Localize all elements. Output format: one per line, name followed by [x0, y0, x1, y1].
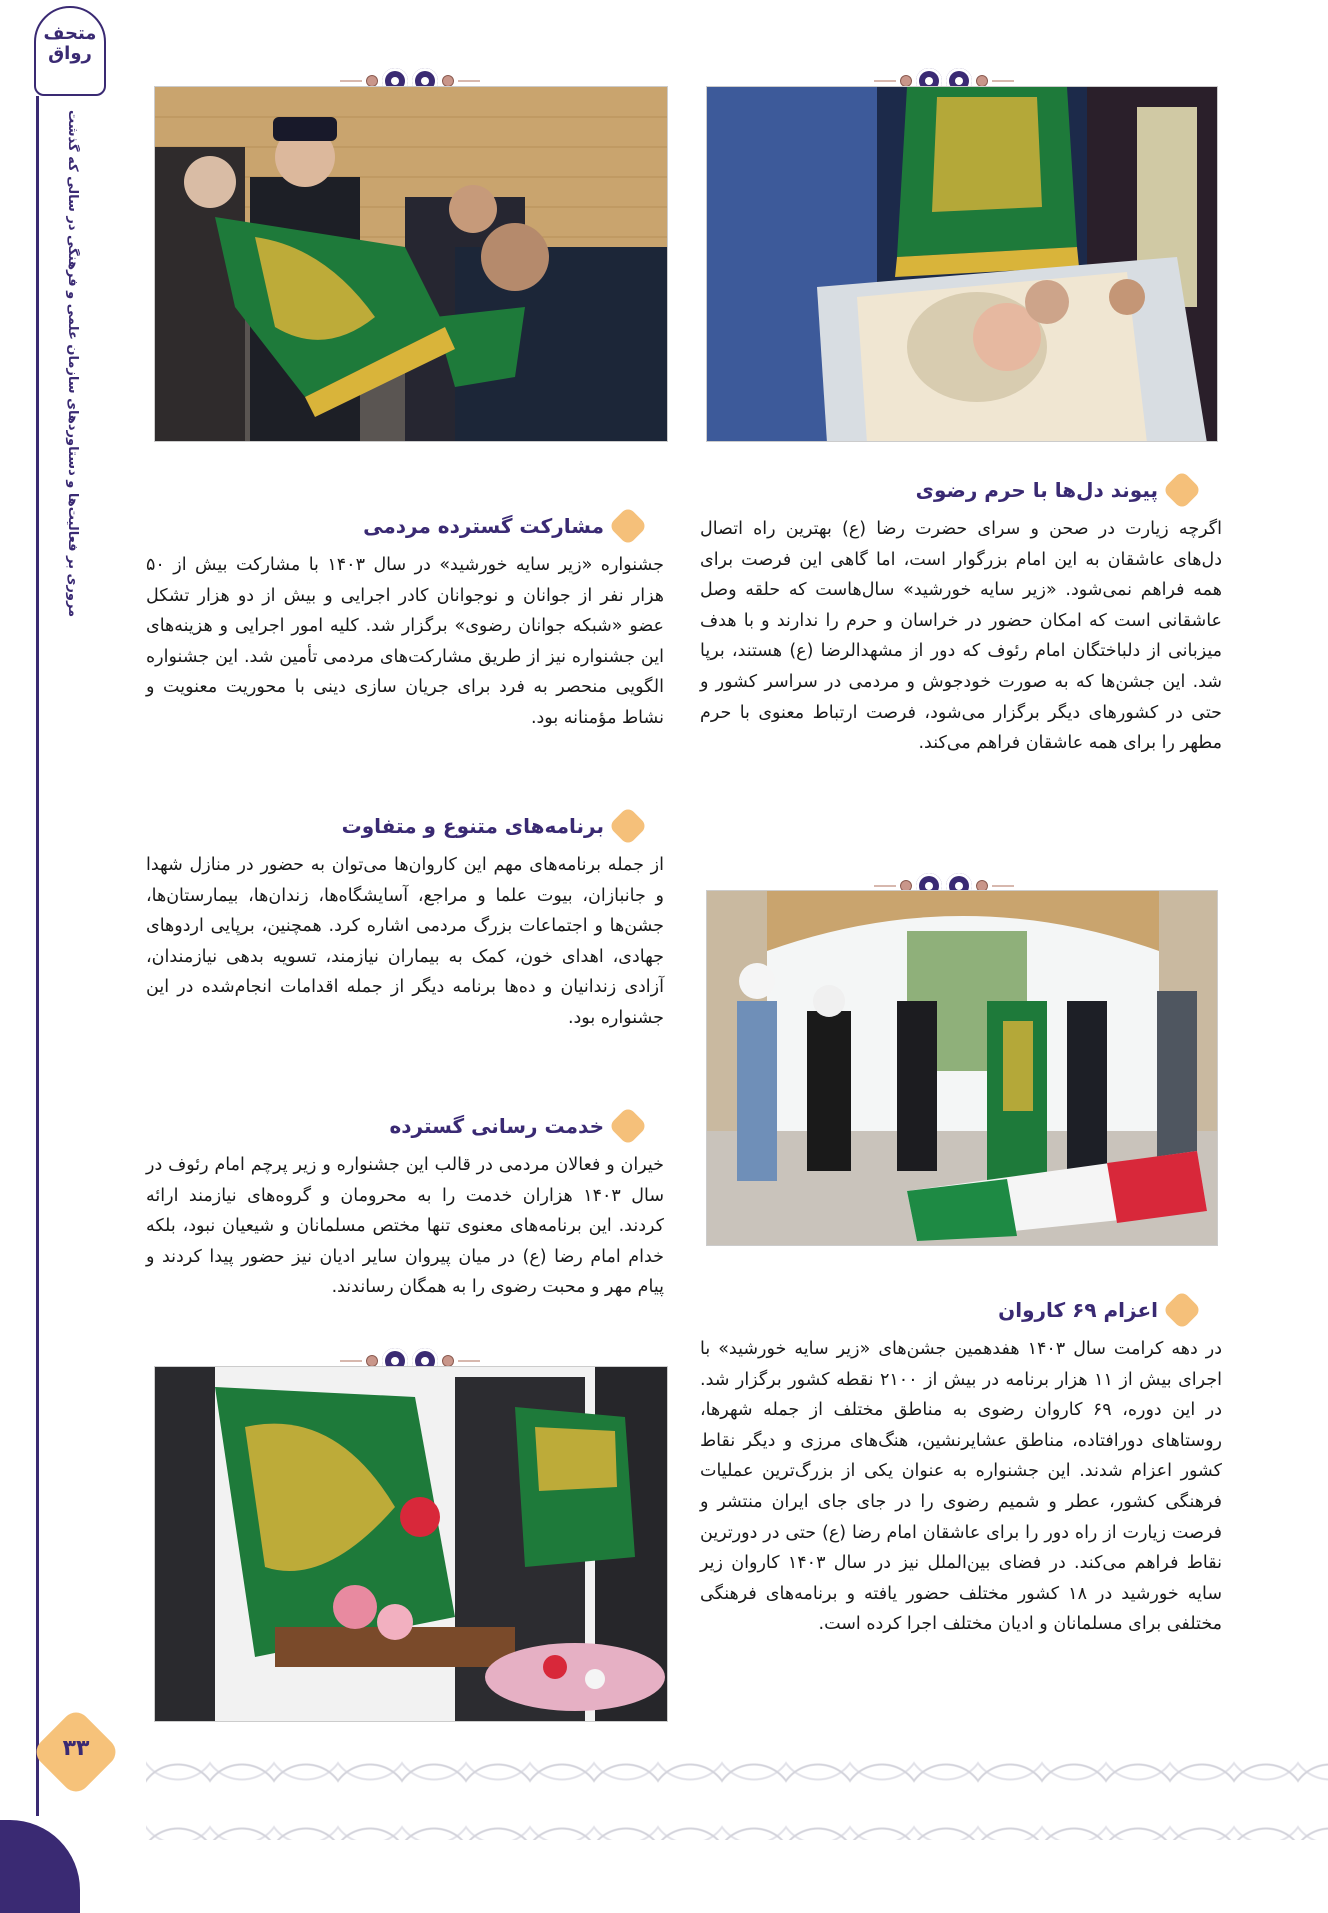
section-heading-barnameha [150, 806, 644, 846]
heading-text: مشارکت گسترده مردمی [363, 514, 604, 538]
running-caption: مروری بر فعالیت‌ها و دستاوردهای سازمان علمی و فرهنگی در سالی که گذشت [65, 110, 80, 618]
heading-text: خدمت رسانی گسترده [389, 1114, 604, 1138]
photo-flag-kiss [154, 86, 668, 442]
heading-bullet-icon [1162, 470, 1202, 510]
margin-band [0, 0, 96, 1913]
heading-text: اعزام ۶۹ کاروان [998, 1298, 1158, 1322]
heading-text: پیوند دل‌ها با حرم رضوی [915, 478, 1158, 502]
photo-flowers-flag [154, 1366, 668, 1722]
margin-rule [36, 96, 39, 1816]
section-body-mosharekat: جشنواره «زیر سایه خورشید» در سال ۱۴۰۳ با مشارکت بیش از ۵۰ هزار نفر از جوانان و نوجوانان کادر اجرایی و بیش از دو هزار تشکل عضو «شبکه جوانان رضوی» برگزار شد. کلیه امور اجرایی و هزینه‌های این جشنواره نیز از طریق مشارکت‌های مردمی تأمین شد. این جشنواره الگویی منحصر به فرد برای جریان سازی دینی با محوریت معنویت و نشاط مؤمنانه بود. [146, 555, 665, 728]
heading-bullet-icon [608, 1106, 648, 1146]
page-number: ۳۳ [62, 1736, 90, 1761]
magazine-logo [34, 6, 106, 96]
footer-pattern [146, 1740, 1328, 1840]
section-body-barnameha: از جمله برنامه‌های مهم این کاروان‌ها می‌توان به حضور در منازل شهدا و جانبازان، بیوت علما و مراجع، آسایشگاه‌ها، زندان‌ها، بیمارستان‌ها، جشن‌ها و اجتماعات بزرگ مردمی اشاره کرد. همچنین، برپایی اردوهای جهادی، اهدای خون، کمک به بیماران نیازمند، تسویه بدهی نیازمندان، آزادی زندانیان و ده‌ها برنامه دیگر از جمله اقدامات انجام‌شده در این جشنواره بود. [146, 855, 664, 1028]
photo-newborn-blessing [706, 86, 1218, 442]
section-body-peyvand: اگرچه زیارت در صحن و سرای حضرت رضا (ع) بهترین راه اتصال دل‌های عاشقان به این امام بزرگوار است، اما گاهی این فرصت برای همه فراهم نمی‌شود. «زیر سایه خورشید» سال‌هاست که حلقه وصل عاشقانی است که امکان حضور در خراسان و حرم را ندارند و با هدف میزبانی از دلباختگان امام رئوف که دور از مشهدالرضا (ع) هستند، برپا شد. این جشن‌ها که به صورت خودجوش و مردمی در سراسر کشور و حتی در کشورهای دیگر برگزار می‌شود، فرصت ارتباط معنوی با حرم مطهر را برای همه عاشقان فراهم می‌کند. [700, 519, 1222, 754]
section-body-ezam: در دهه کرامت سال ۱۴۰۳ هفدهمین جشن‌های «زیر سایه خورشید» با اجرای بیش از ۱۱ هزار برنامه در بیش از ۲۱۰۰ نقطه کشور برگزار شد. در این دوره، ۶۹ کاروان رضوی به مناطق مختلف از جمله شهرها، روستاهای دورافتاده، مناطق عشایرنشین، هنگ‌های مرزی و دیگر نقاط کشور اعزام شدند. این جشنواره به عنوان یکی از بزرگ‌ترین عملیات فرهنگی کشور، عطر و شمیم رضوی را در جای جای ایران منتشر و فرصت زیارت از راه دور را برای عاشقان امام رضا (ع) حتی در دورترین نقاط فراهم می‌کند. در فضای بین‌الملل نیز در سال ۱۴۰۳ کاروان زیر سایه خورشید در ۱۸ کشور مختلف حضور یافته و برنامه‌های فرهنگی مختلفی برای مسلمانان و ادیان مختلف اجرا کرده است. [700, 1339, 1223, 1635]
corner-decoration [0, 1820, 80, 1913]
heading-bullet-icon [1162, 1290, 1202, 1330]
heading-bullet-icon [608, 506, 648, 546]
photo-martyr-grave [706, 890, 1218, 1246]
heading-text: برنامه‌های متنوع و متفاوت [341, 814, 604, 838]
section-heading-peyvand [706, 470, 1198, 510]
section-heading-ezam [706, 1290, 1198, 1330]
section-body-khedmat: خیران و فعالان مردمی در قالب این جشنواره و زیر پرچم امام رئوف در سال ۱۴۰۳ هزاران خدمت را به محرومان و گروه‌های نیازمند ارائه کردند. این برنامه‌های معنوی تنها مختص مسلمانان و شیعیان نبود، بلکه خدام امام رضا (ع) در میان پیروان سایر ادیان نیز حضور پیدا کردند و پیام مهر و محبت رضوی را به همگان رساندند. [146, 1155, 664, 1298]
heading-bullet-icon [608, 806, 648, 846]
section-heading-mosharekat [150, 506, 644, 546]
logo-text: متحف رواق [43, 23, 97, 64]
section-heading-khedmat [150, 1106, 644, 1146]
